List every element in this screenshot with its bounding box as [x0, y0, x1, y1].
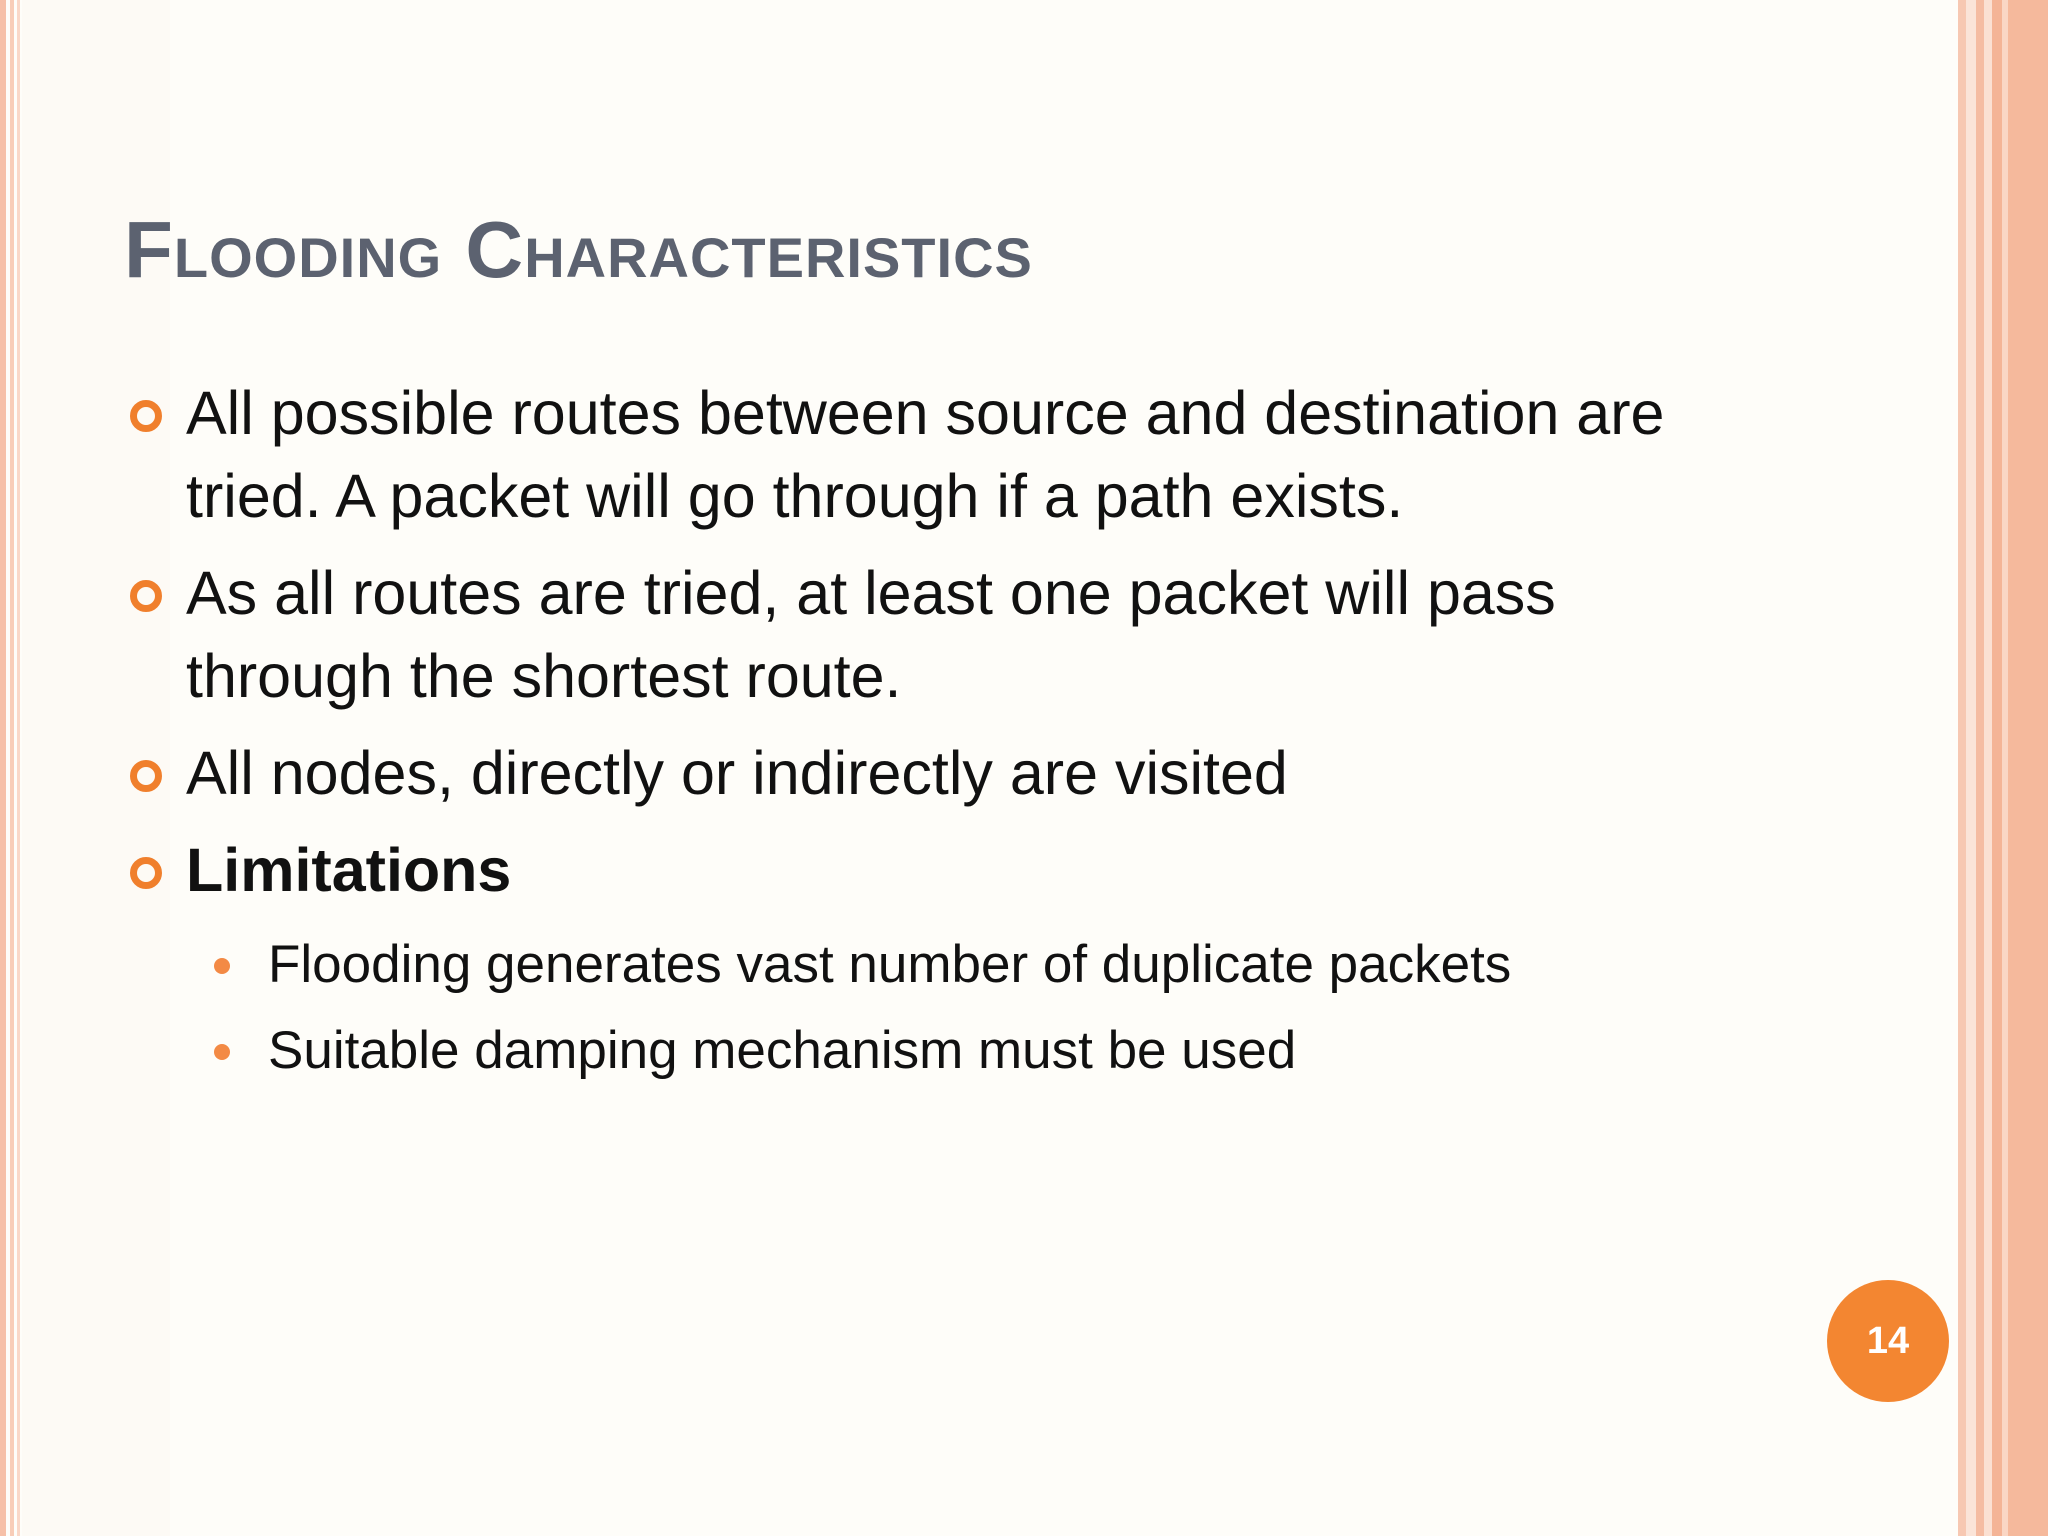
bullet-list — [124, 372, 1764, 1094]
bullet-text: As all routes are tried, at least one packet will pass through the shortest route. — [186, 559, 1556, 710]
right-border — [1966, 0, 1976, 1536]
left-border-line — [10, 0, 14, 1536]
right-border — [1958, 0, 1966, 1536]
right-border — [1984, 0, 1992, 1536]
slide-title: Flooding Characteristics — [124, 205, 1033, 294]
sub-bullet-text: Flooding generates vast number of duplicate packets — [268, 935, 1512, 994]
bullet-item — [124, 732, 1764, 815]
right-border — [1992, 0, 2002, 1536]
dot-bullet-icon — [214, 1044, 230, 1060]
bullet-text: All possible routes between source and destination are tried. A packet will go through if a path exists. — [186, 379, 1665, 530]
ring-bullet-icon — [130, 857, 162, 889]
sub-bullet-item — [268, 1008, 1764, 1094]
bullet-item — [124, 552, 1764, 718]
page-number: 14 — [1866, 1319, 1910, 1362]
left-border — [0, 0, 6, 1536]
sub-bullet-list — [124, 922, 1764, 1094]
sub-bullet-text: Suitable damping mechanism must be used — [268, 1021, 1297, 1080]
right-border — [2008, 0, 2048, 1536]
bullet-item — [124, 372, 1764, 538]
sub-bullet-item — [268, 922, 1764, 1008]
bullet-item-limitations — [124, 829, 1764, 912]
ring-bullet-icon — [130, 580, 162, 612]
ring-bullet-icon — [130, 400, 162, 432]
right-border — [1976, 0, 1984, 1536]
page-number-badge — [1827, 1280, 1949, 1402]
bullet-text: All nodes, directly or indirectly are visited — [186, 739, 1288, 807]
left-border-line — [17, 0, 20, 1536]
bullet-text: Limitations — [186, 836, 512, 904]
ring-bullet-icon — [130, 760, 162, 792]
dot-bullet-icon — [214, 958, 230, 974]
